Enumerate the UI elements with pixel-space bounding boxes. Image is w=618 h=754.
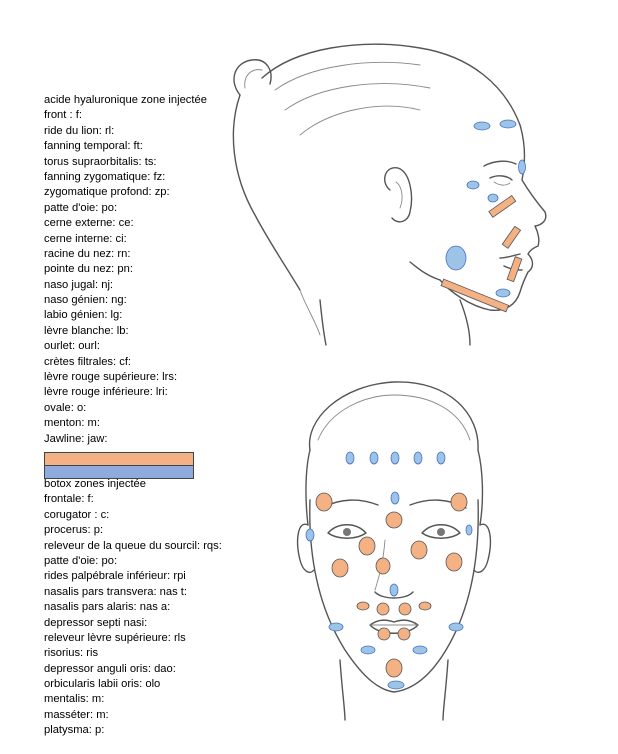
front-marker-nose-side <box>376 558 390 574</box>
botox-item: frontale: f: <box>44 493 94 506</box>
front-marker-nasal-root <box>386 512 402 528</box>
botox-item: risorius: ris <box>44 647 99 660</box>
frontal-markers <box>306 452 472 689</box>
hyaluronic-item: fanning zygomatique: fz: <box>44 170 166 183</box>
front-marker-lip-6 <box>398 628 410 640</box>
front-marker-corner-right <box>449 623 463 631</box>
front-marker-chin <box>386 659 402 677</box>
front-marker-nose-tip <box>390 584 398 596</box>
hyaluronic-item: racine du nez: rn: <box>44 247 131 260</box>
front-marker-chin-low <box>388 681 404 689</box>
botox-item: nasalis pars alaris: nas a: <box>44 601 171 614</box>
botox-item: patte d'oie: po: <box>44 554 118 567</box>
botox-item: orbicularis labii oris: olo <box>44 678 161 691</box>
hyaluronic-item: lèvre rouge supérieure: lrs: <box>44 371 178 384</box>
front-marker-forehead-1 <box>346 452 354 464</box>
profile-marker-forehead-1 <box>474 122 490 130</box>
botox-item: depressor septi nasi: <box>44 616 148 629</box>
front-marker-glabella <box>391 492 399 504</box>
hyaluronic-item: cerne interne: ci: <box>44 232 127 245</box>
front-marker-undereye-right <box>411 541 427 559</box>
hyaluronic-item: ride du lion: rl: <box>44 124 115 137</box>
front-marker-cheek-right <box>446 553 462 571</box>
front-marker-lip-4 <box>419 602 431 610</box>
front-marker-lip-1 <box>357 602 369 610</box>
profile-marker-cheek <box>488 194 498 202</box>
hyaluronic-item: menton: m: <box>44 417 100 430</box>
botox-item: releveur lèvre supérieure: rls <box>44 631 186 644</box>
front-marker-temple-right <box>466 525 472 535</box>
profile-marker-chin <box>496 289 510 297</box>
hyaluronic-item: zygomatique profond: zp: <box>44 186 170 199</box>
front-marker-dao-right <box>413 646 427 654</box>
front-marker-forehead-4 <box>414 452 422 464</box>
botox-item: rides palpébrale inférieur: rpi <box>44 570 186 583</box>
front-marker-forehead-3 <box>391 452 399 464</box>
front-marker-lip-2 <box>377 603 389 615</box>
profile-marker-forehead-2 <box>500 120 516 128</box>
botox-title: botox zones injectée <box>44 478 146 490</box>
front-marker-undereye-left <box>359 537 375 555</box>
hyaluronic-item: cerne externe: ce: <box>44 217 134 230</box>
hyaluronic-item: torus supraorbitalis: ts: <box>44 155 157 168</box>
front-marker-lip-5 <box>378 628 390 640</box>
profile-marker-nasolabial-2 <box>502 226 520 248</box>
hyaluronic-item: naso jugal: nj: <box>44 278 114 291</box>
front-marker-brow-right <box>451 493 467 511</box>
botox-item: depressor anguli oris: dao: <box>44 662 176 675</box>
hyaluronic-item: Jawline: jaw: <box>44 432 108 445</box>
profile-head-sketch <box>233 44 545 345</box>
hyaluronic-item: lèvre rouge inférieure: lri: <box>44 386 168 399</box>
profile-marker-masseter <box>446 246 466 270</box>
hyaluronic-item: front : f: <box>44 109 82 122</box>
hyaluronic-item: pointe du nez: pn: <box>44 263 133 276</box>
hyaluronic-item: crètes filtrales: cf: <box>44 355 132 368</box>
botox-item: nasalis pars transvera: nas t: <box>44 585 188 598</box>
hyaluronic-item: ovale: o: <box>44 401 87 414</box>
hyaluronic-title: acide hyaluronique zone injectée <box>44 94 207 106</box>
front-marker-corner-left <box>329 623 343 631</box>
hyaluronic-item: fanning temporal: ft: <box>44 140 143 153</box>
front-marker-forehead-5 <box>437 452 445 464</box>
hyaluronic-item: lèvre blanche: lb: <box>44 324 129 337</box>
hyaluronic-item: naso génien: ng: <box>44 294 127 307</box>
profile-marker-marionette <box>507 257 522 282</box>
front-marker-dao-left <box>361 646 375 654</box>
botox-item: procerus: p: <box>44 524 104 537</box>
hyaluronic-item: labio génien: lg: <box>44 309 123 322</box>
botox-item: masséter: m: <box>44 708 109 721</box>
botox-item: mentalis: m: <box>44 693 105 706</box>
front-marker-forehead-2 <box>370 452 378 464</box>
front-marker-temple-left <box>306 529 314 541</box>
botox-item: platysma: p: <box>44 724 105 737</box>
botox-item: releveur de la queue du sourcil: rqs: <box>44 539 222 552</box>
hyaluronic-item: patte d'oie: po: <box>44 201 118 214</box>
profile-markers <box>441 120 525 312</box>
profile-marker-brow <box>519 160 526 174</box>
profile-marker-temple <box>467 181 479 189</box>
hyaluronic-item: ourlet: ourl: <box>44 340 100 353</box>
front-marker-brow-left <box>316 493 332 511</box>
front-marker-lip-3 <box>399 603 411 615</box>
botox-item: corugator : c: <box>44 508 110 521</box>
front-marker-cheek-left <box>332 559 348 577</box>
